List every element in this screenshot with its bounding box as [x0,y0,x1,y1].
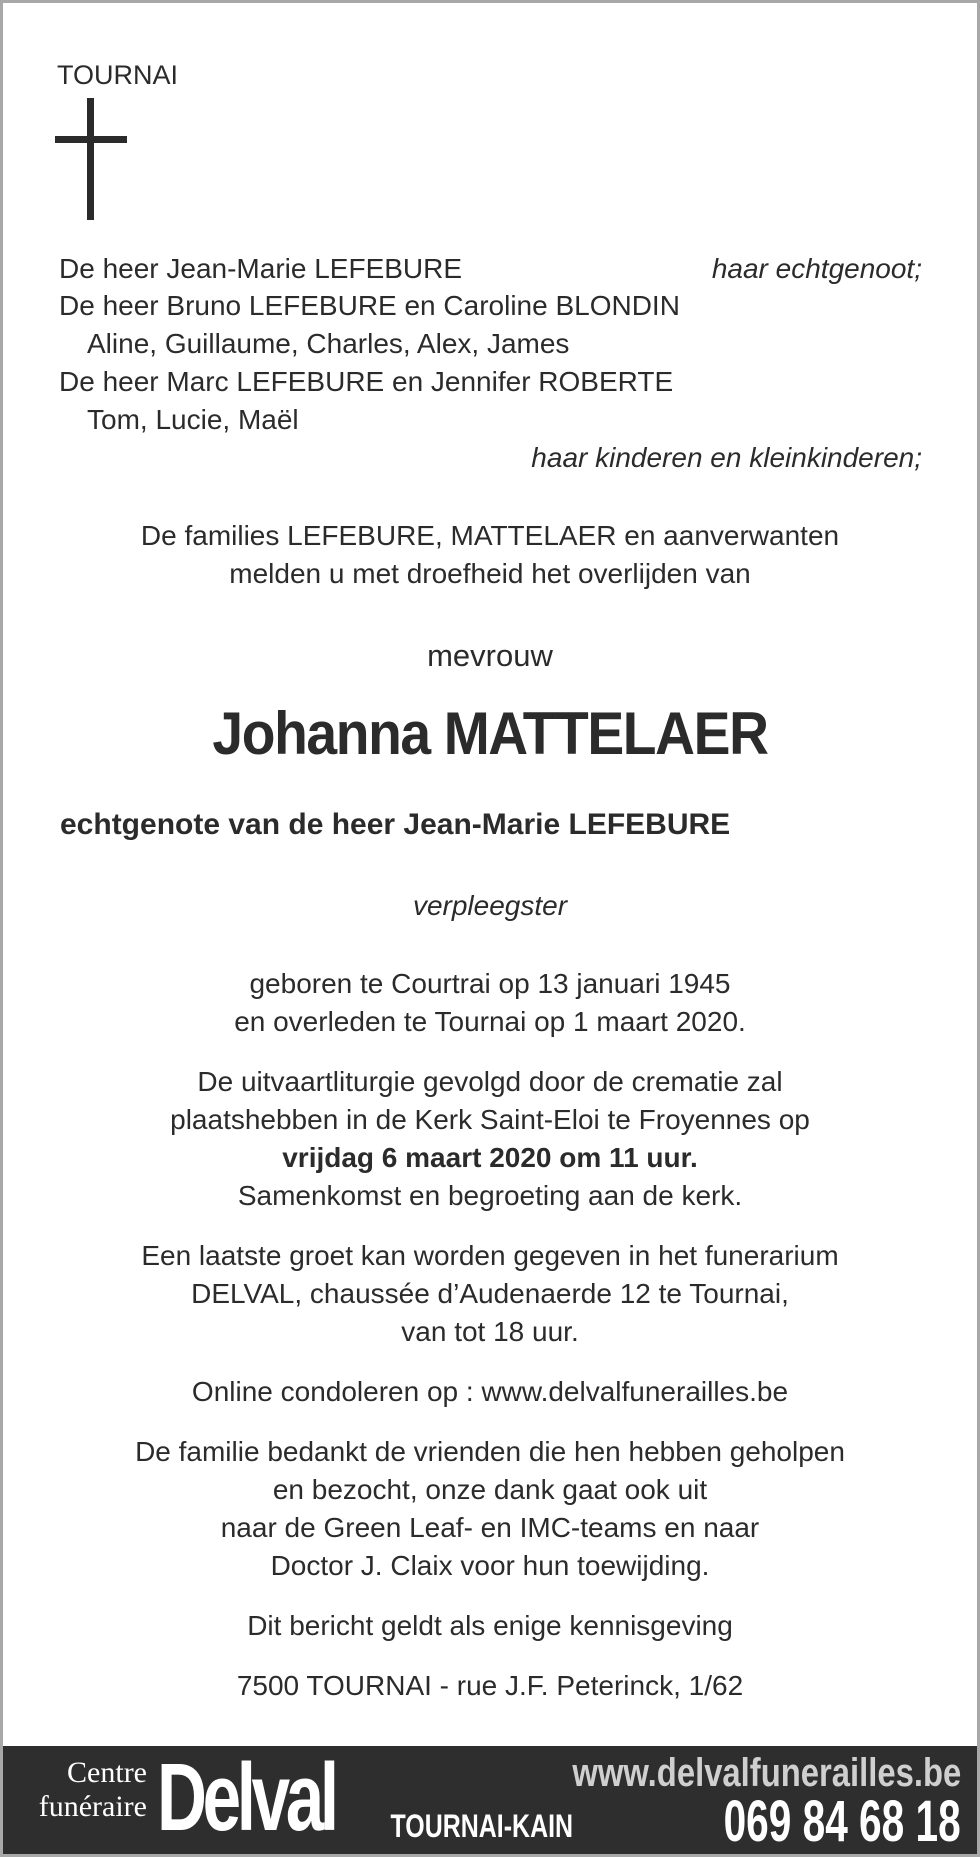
visit-line-2: DELVAL, chaussée d’Audenaerde 12 te Tournai, [191,1278,789,1309]
footer-website[interactable]: www.delvalfunerailles.be [572,1751,961,1795]
footer-phone[interactable]: 069 84 68 18 [723,1789,961,1854]
spouse-line: echtgenote van de heer Jean-Marie LEFEBURE [60,808,731,841]
thanks-line-3: naar de Green Leaf- en IMC-teams en naar [220,1512,760,1543]
footer-centre-label: Centre [67,1756,147,1789]
family-line-4: De heer Marc LEFEBURE en Jennifer ROBERTE [59,366,674,397]
city-header: TOURNAI [57,60,179,90]
family-line-3: Aline, Guillaume, Charles, Alex, James [87,328,570,359]
ceremony-line-2: plaatshebben in de Kerk Saint-Eloi te Froyennes op [170,1104,810,1135]
birth-line: geboren te Courtrai op 13 januari 1945 [249,968,731,999]
thanks-line-4: Doctor J. Claix voor hun toewijding. [270,1550,710,1581]
ceremony-line-1: De uitvaartliturgie gevolgd door de crematie zal [197,1066,783,1097]
visit-line-3: van tot 18 uur. [401,1316,579,1347]
deceased-name: Johanna MATTELAER [212,700,768,767]
footer-funeraire-label: funéraire [38,1790,147,1823]
funeral-home-banner [3,1746,977,1854]
notice-line: Dit bericht geldt als enige kennisgeving [247,1610,733,1641]
profession: verpleegster [412,890,568,921]
footer-city: TOURNAI-KAIN [390,1808,573,1844]
thanks-line-1: De familie bedankt de vrienden die hen hebben geholpen [135,1436,845,1467]
family-line-2: De heer Bruno LEFEBURE en Caroline BLONDIN [59,290,680,321]
announce-line-1: De families LEFEBURE, MATTELAER en aanverwanten [140,520,840,551]
online-condolence: Online condoleren op : www.delvalfunerailles.be [191,1376,789,1407]
relation-spouse: haar echtgenoot; [711,253,922,284]
visit-line-1: Een laatste groet kan worden gegeven in het funerarium [141,1240,839,1271]
ceremony-line-4: Samenkomst en begroeting aan de kerk. [237,1180,743,1211]
family-line-1: De heer Jean-Marie LEFEBURE [59,253,463,284]
family-address: 7500 TOURNAI - rue J.F. Peterinck, 1/62 [236,1670,744,1701]
announce-line-2: melden u met droefheid het overlijden van [229,558,751,589]
footer-brand-logo: Delval [157,1744,335,1851]
death-line: en overleden te Tournai op 1 maart 2020. [234,1006,746,1037]
relation-children: haar kinderen en kleinkinderen; [531,442,922,473]
ceremony-date: vrijdag 6 maart 2020 om 11 uur. [282,1142,698,1173]
salutation: mevrouw [427,638,553,673]
thanks-line-2: en bezocht, onze dank gaat ook uit [272,1474,708,1505]
family-line-5: Tom, Lucie, Maël [87,404,299,435]
